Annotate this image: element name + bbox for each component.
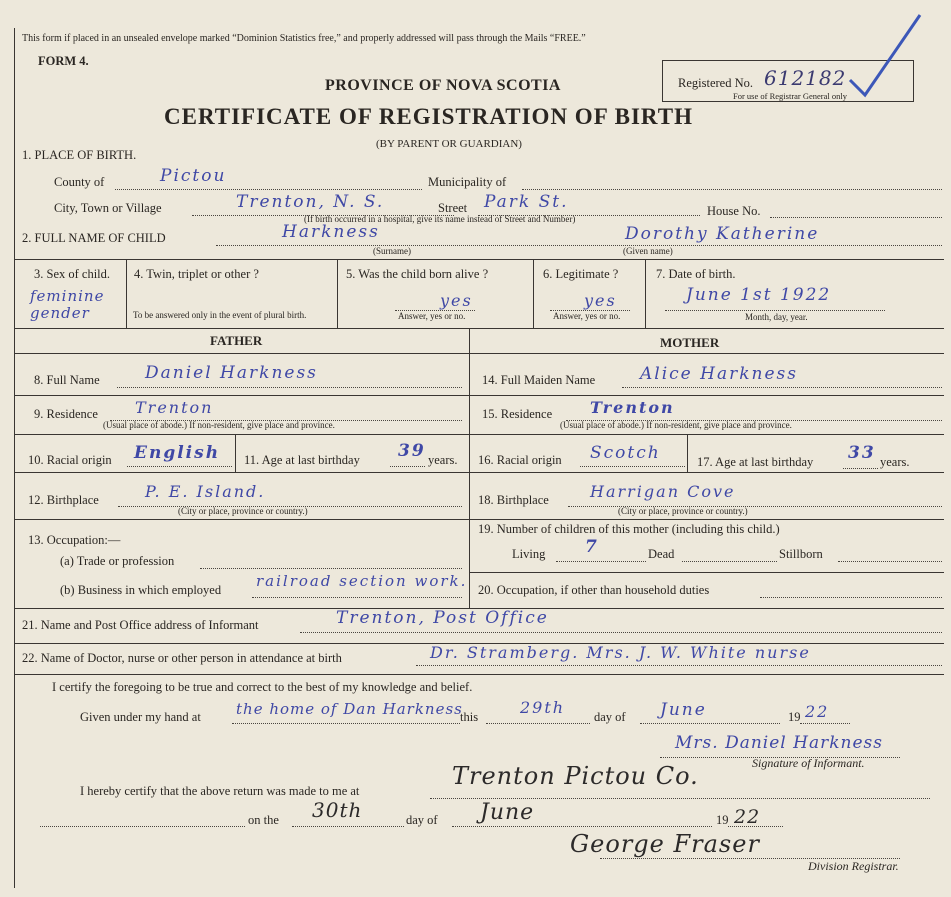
- born-alive-note: Answer, yes or no.: [398, 311, 466, 321]
- twin-label: 4. Twin, triplet or other ?: [134, 267, 259, 281]
- rule-col-4: [645, 259, 646, 328]
- municipality-line: [522, 189, 942, 190]
- business-value: railroad section work.: [256, 572, 468, 590]
- father-birthplace-value: P. E. Island.: [145, 482, 266, 501]
- trade-line: [200, 568, 462, 569]
- stillborn-label: Stillborn: [779, 547, 823, 561]
- born-alive-value: yes: [440, 291, 473, 310]
- dead-line: [682, 561, 777, 562]
- mother-residence-note: (Usual place of abode.) If non-resident, give place and province.: [560, 420, 792, 430]
- mother-name-line: [622, 387, 942, 388]
- year-value: 22: [805, 702, 830, 721]
- date-of-birth-label: 7. Date of birth.: [656, 267, 736, 281]
- form-number: FORM 4.: [38, 54, 89, 68]
- rule-row12: [14, 519, 944, 520]
- mother-residence-value: Trenton: [590, 398, 675, 417]
- mother-race-value: Scotch: [590, 443, 661, 463]
- registrar-place-value: Trenton Pictou Co.: [452, 762, 699, 790]
- informant-signature: Mrs. Daniel Harkness: [675, 733, 883, 753]
- occupation-label: 13. Occupation:—: [28, 533, 121, 547]
- legitimate-value: yes: [584, 291, 617, 310]
- surname-caption: (Surname): [373, 246, 411, 256]
- child-surname-value: Harkness: [282, 222, 380, 242]
- certificate-title: CERTIFICATE OF REGISTRATION OF BIRTH: [164, 104, 693, 129]
- given-at-label: Given under my hand at: [80, 710, 201, 724]
- rule-row8: [14, 395, 944, 396]
- children-count-label: 19. Number of children of this mother (including this child.): [478, 522, 780, 536]
- month-value: June: [660, 700, 707, 720]
- sex-value: feminine gender: [30, 287, 105, 322]
- left-margin-rule: [14, 28, 15, 888]
- doctor-label: 22. Name of Doctor, nurse or other person in attendance at birth: [22, 651, 342, 665]
- mother-occupation-line: [760, 597, 942, 598]
- hospital-note: (If birth occurred in a hospital, give its name instead of Street and Number): [304, 214, 576, 224]
- father-residence-label: 9. Residence: [34, 407, 98, 421]
- rule-row10: [14, 472, 944, 473]
- rule-row9: [14, 434, 944, 435]
- father-birthplace-label: 12. Birthplace: [28, 493, 99, 507]
- this-label: this: [460, 710, 479, 724]
- mother-heading: MOTHER: [660, 335, 720, 350]
- father-residence-note: (Usual place of abode.) If non-resident, give place and province.: [103, 420, 335, 430]
- mother-age-line: [843, 468, 878, 469]
- dead-label: Dead: [648, 547, 675, 561]
- father-birthplace-note: (City or place, province or country.): [178, 506, 308, 516]
- mother-birthplace-label: 18. Birthplace: [478, 493, 549, 507]
- father-race-line: [127, 466, 232, 467]
- registrar-lead-line: [40, 826, 245, 827]
- city-label: City, Town or Village: [54, 201, 162, 215]
- mother-race-line: [580, 466, 685, 467]
- municipality-label: Municipality of: [428, 175, 507, 189]
- registrar-use-note: For use of Registrar General only: [733, 91, 848, 101]
- registrar-day-of-label: day of: [406, 813, 438, 827]
- check-mark-icon: [845, 10, 925, 100]
- rule-parents-top: [14, 328, 944, 329]
- rule-parents-heading: [14, 353, 944, 354]
- mother-name-value: Alice Harkness: [640, 364, 798, 384]
- stillborn-line: [838, 561, 942, 562]
- house-number-line: [770, 217, 942, 218]
- day-line: [486, 723, 590, 724]
- father-name-line: [117, 387, 462, 388]
- living-label: Living: [512, 547, 546, 561]
- informant-line: [300, 632, 942, 633]
- father-age-line: [390, 466, 425, 467]
- informant-signature-caption: Signature of Informant.: [752, 756, 865, 770]
- registered-number-value: 612182: [764, 66, 847, 90]
- year-line: [800, 723, 850, 724]
- registrar-year-value: 22: [734, 806, 761, 828]
- doctor-line: [416, 665, 942, 666]
- city-value: Trenton, N. S.: [236, 192, 385, 212]
- given-name-caption: (Given name): [623, 246, 673, 256]
- rule-mother-age: [687, 434, 688, 472]
- informant-label: 21. Name and Post Office address of Informant: [22, 618, 259, 632]
- father-name-label: 8. Full Name: [34, 373, 100, 387]
- day-of-label: day of: [594, 710, 626, 724]
- father-name-value: Daniel Harkness: [145, 363, 318, 383]
- living-line: [556, 561, 646, 562]
- father-age-label: 11. Age at last birthday: [244, 453, 360, 467]
- father-age-value: 39: [398, 441, 426, 461]
- sex-label: 3. Sex of child.: [34, 267, 111, 281]
- county-value: Pictou: [160, 166, 227, 186]
- registrar-year-line: [728, 826, 783, 827]
- county-label: County of: [54, 175, 105, 189]
- given-at-value: the home of Dan Harkness: [236, 700, 463, 718]
- registrar-place-line: [430, 798, 930, 799]
- mail-notice: This form if placed in an unsealed envelope marked “Dominion Statistics free,” and properly addressed will pass through the Mails “FREE.”: [22, 33, 586, 44]
- business-label: (b) Business in which employed: [60, 583, 222, 597]
- trade-label: (a) Trade or profession: [60, 554, 175, 568]
- date-of-birth-note: Month, day, year.: [745, 312, 808, 322]
- registrar-signature: George Fraser: [570, 830, 760, 858]
- child-name-line: [216, 245, 942, 246]
- father-heading: FATHER: [210, 333, 263, 348]
- born-alive-label: 5. Was the child born alive ?: [346, 267, 489, 281]
- father-residence-value: Trenton: [135, 398, 214, 417]
- legitimate-label: 6. Legitimate ?: [543, 267, 619, 281]
- child-given-name-value: Dorothy Katherine: [625, 224, 820, 244]
- registrar-statement: I hereby certify that the above return was made to me at: [80, 784, 360, 798]
- mother-age-label: 17. Age at last birthday: [697, 455, 814, 469]
- registrar-on-label: on the: [248, 813, 279, 827]
- certify-statement: I certify the foregoing to be true and correct to the best of my knowledge and belief.: [52, 680, 473, 694]
- rule-col-1: [126, 259, 127, 328]
- certificate-subtitle: (BY PARENT OR GUARDIAN): [376, 138, 522, 150]
- rule-row19: [470, 572, 944, 573]
- date-of-birth-line: [665, 310, 885, 311]
- living-value: 7: [585, 537, 599, 557]
- place-of-birth-heading: 1. PLACE OF BIRTH.: [22, 148, 137, 162]
- mother-age-unit: years.: [880, 455, 910, 469]
- mother-birthplace-value: Harrigan Cove: [590, 482, 736, 501]
- registrar-caption: Division Registrar.: [808, 859, 899, 873]
- province-heading: PROVINCE OF NOVA SCOTIA: [325, 77, 561, 94]
- rule-col-3: [533, 259, 534, 328]
- county-line: [115, 189, 422, 190]
- given-at-line: [232, 723, 460, 724]
- mother-race-label: 16. Racial origin: [478, 453, 562, 467]
- child-name-label: 2. FULL NAME OF CHILD: [22, 231, 166, 245]
- mother-occupation-label: 20. Occupation, if other than household duties: [478, 583, 710, 597]
- date-of-birth-value: June 1st 1922: [686, 285, 832, 305]
- registrar-day-line: [292, 826, 404, 827]
- rule-col-2: [337, 259, 338, 328]
- legitimate-note: Answer, yes or no.: [553, 311, 621, 321]
- street-value: Park St.: [484, 192, 569, 212]
- mother-age-value: 33: [848, 443, 876, 463]
- street-label: Street: [438, 201, 468, 215]
- rule-parents-divider: [469, 328, 470, 608]
- registrar-month-line: [452, 826, 712, 827]
- registrar-day-value: 30th: [312, 798, 363, 822]
- month-line: [640, 723, 780, 724]
- year-prefix: 19: [788, 710, 801, 724]
- rule-father-age: [235, 434, 236, 472]
- twin-note: To be answered only in the event of plural birth.: [133, 310, 307, 320]
- rule-row3-top: [14, 259, 944, 260]
- doctor-value: Dr. Stramberg. Mrs. J. W. White nurse: [430, 643, 811, 662]
- rule-row22: [14, 674, 944, 675]
- mother-residence-label: 15. Residence: [482, 407, 553, 421]
- informant-value: Trenton, Post Office: [336, 608, 549, 628]
- house-number-label: House No.: [707, 204, 761, 218]
- day-value: 29th: [520, 698, 566, 717]
- registered-number-label: Registered No.: [678, 76, 753, 90]
- mother-birthplace-note: (City or place, province or country.): [618, 506, 748, 516]
- father-race-value: English: [134, 443, 221, 463]
- registrar-month-value: June: [480, 800, 535, 825]
- mother-name-label: 14. Full Maiden Name: [482, 373, 596, 387]
- business-line: [252, 597, 462, 598]
- registrar-year-prefix: 19: [716, 813, 729, 827]
- father-race-label: 10. Racial origin: [28, 453, 112, 467]
- father-age-unit: years.: [428, 453, 458, 467]
